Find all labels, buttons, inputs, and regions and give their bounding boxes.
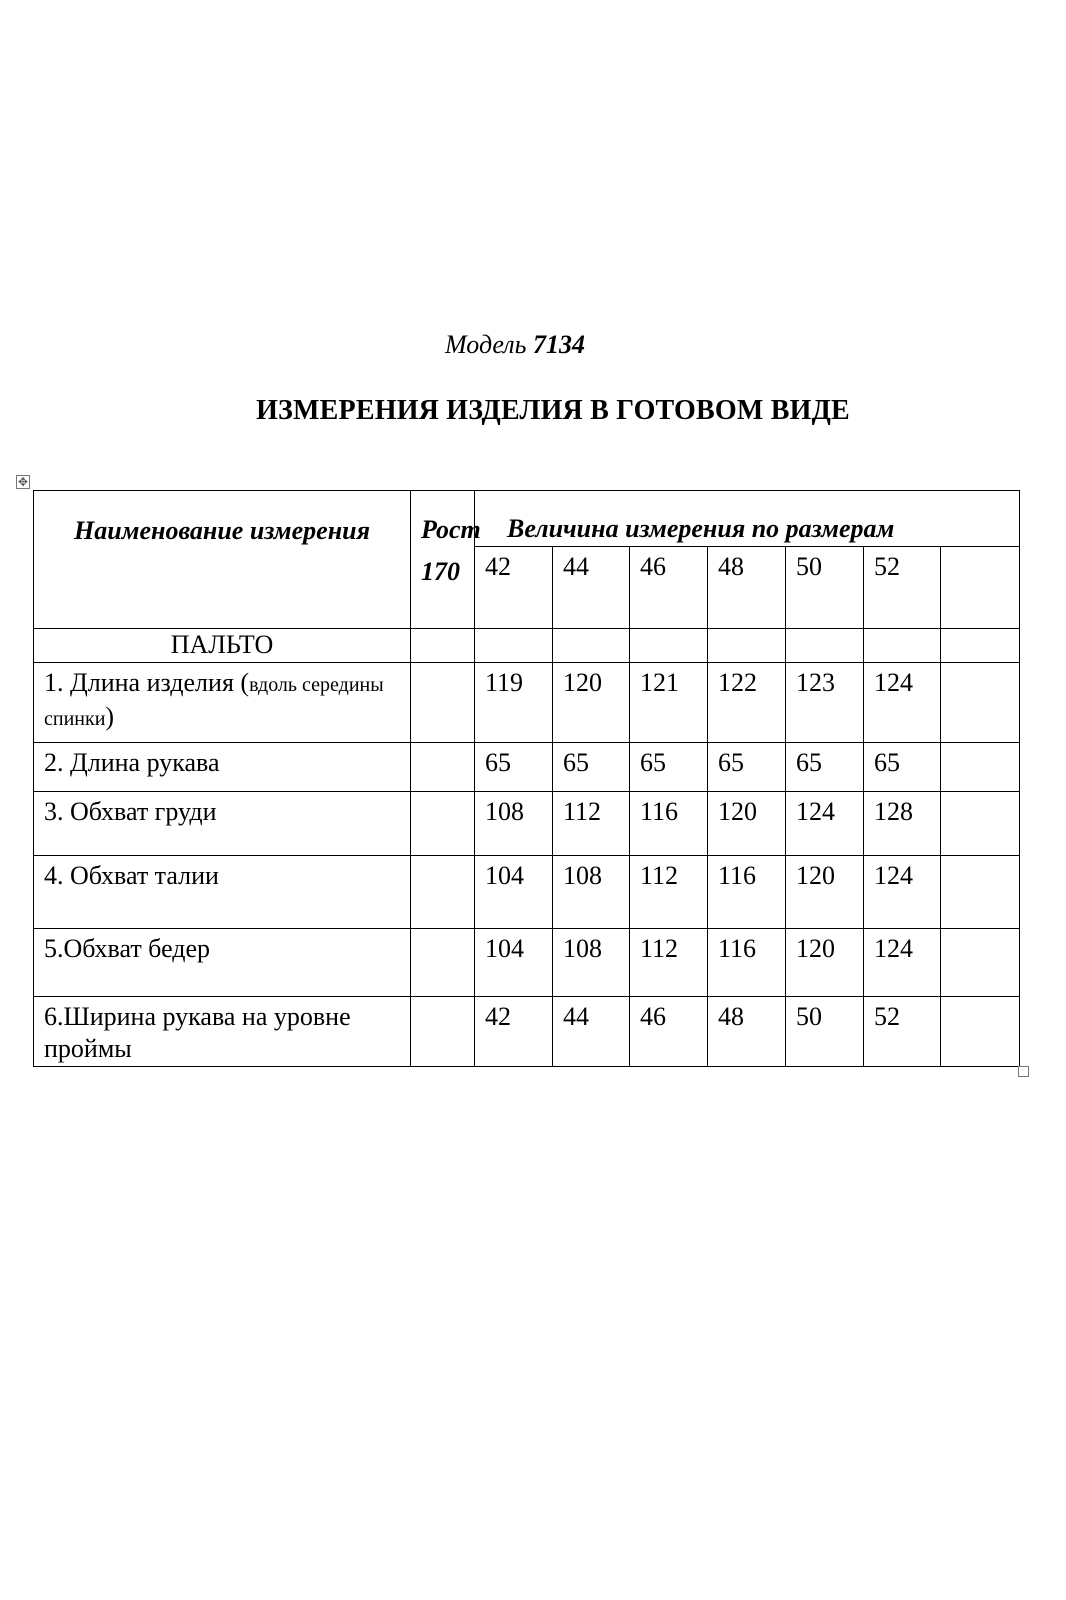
value-cell: 116 (630, 792, 708, 856)
rost-column-header (411, 491, 481, 629)
value-cell (941, 929, 1020, 997)
value-cell: 108 (553, 929, 630, 997)
rost-cell (411, 997, 475, 1067)
value-cell: 120 (786, 929, 864, 997)
model-line (0, 330, 1030, 360)
rost-cell (411, 856, 475, 929)
value-cell (941, 743, 1020, 792)
table-row (34, 663, 1020, 743)
measurement-name: 2. Длина рукава (34, 743, 411, 792)
value-cell: 52 (864, 997, 941, 1067)
value-cell: 50 (786, 997, 864, 1067)
empty-cell (411, 629, 475, 663)
section-row (34, 629, 1020, 663)
size-cell: 50 (786, 547, 864, 629)
empty-cell (553, 629, 630, 663)
value-cell: 120 (553, 663, 630, 743)
value-cell: 65 (708, 743, 786, 792)
table-row (34, 743, 1020, 792)
size-cell (941, 547, 1020, 629)
model-number: 7134 (532, 330, 585, 359)
value-cell: 108 (553, 856, 630, 929)
table-header-row (34, 491, 1020, 547)
size-cell: 46 (630, 547, 708, 629)
value-cell: 116 (708, 929, 786, 997)
empty-cell (630, 629, 708, 663)
value-cell: 124 (864, 856, 941, 929)
value-cell: 124 (864, 929, 941, 997)
rost-cell (411, 743, 475, 792)
value-cell (941, 856, 1020, 929)
section-label: ПАЛЬТО (34, 629, 411, 663)
value-cell: 124 (786, 792, 864, 856)
sizes-column-header: Величина измерения по размерам (475, 491, 1020, 547)
value-cell: 44 (553, 997, 630, 1067)
empty-cell (708, 629, 786, 663)
table-row (34, 997, 1020, 1067)
value-cell: 119 (475, 663, 553, 743)
table-row (34, 856, 1020, 929)
value-cell: 65 (786, 743, 864, 792)
value-cell: 120 (708, 792, 786, 856)
measurement-name: 4. Обхват талии (34, 856, 411, 929)
value-cell: 104 (475, 856, 553, 929)
measurement-name-note: вдоль середины спинки (44, 674, 384, 730)
value-cell: 65 (475, 743, 553, 792)
rost-cell (411, 792, 475, 856)
size-cell: 44 (553, 547, 630, 629)
value-cell: 120 (786, 856, 864, 929)
rost-cell (411, 663, 475, 743)
measurement-name-end: ) (105, 702, 115, 731)
measurement-name: 6.Ширина рукава на уровне проймы (34, 997, 411, 1067)
value-cell: 104 (475, 929, 553, 997)
measurement-name (34, 663, 411, 743)
model-label: Модель (445, 330, 527, 359)
value-cell: 123 (786, 663, 864, 743)
table-move-handle-icon[interactable]: ✥ (17, 475, 29, 489)
name-column-header: Наименование измерения (34, 491, 411, 629)
value-cell: 124 (864, 663, 941, 743)
empty-cell (786, 629, 864, 663)
value-cell: 112 (630, 929, 708, 997)
empty-cell (941, 629, 1020, 663)
value-cell: 122 (708, 663, 786, 743)
value-cell: 48 (708, 997, 786, 1067)
value-cell (941, 663, 1020, 743)
value-cell: 112 (630, 856, 708, 929)
value-cell: 65 (630, 743, 708, 792)
document-title: ИЗМЕРЕНИЯ ИЗДЕЛИЯ В ГОТОВОМ ВИДЕ (256, 395, 850, 426)
empty-cell (864, 629, 941, 663)
value-cell: 121 (630, 663, 708, 743)
size-cell: 42 (475, 547, 553, 629)
value-cell: 46 (630, 997, 708, 1067)
empty-cell (475, 629, 553, 663)
value-cell: 128 (864, 792, 941, 856)
measurement-name: 5.Обхват бедер (34, 929, 411, 997)
value-cell (941, 792, 1020, 856)
value-cell: 116 (708, 856, 786, 929)
value-cell: 42 (475, 997, 553, 1067)
rost-label: Рост (421, 515, 481, 544)
rost-cell (411, 929, 475, 997)
measurements-table (33, 490, 1020, 1067)
table-row (34, 792, 1020, 856)
measurement-name-text: 1. Длина изделия ( (44, 668, 250, 697)
size-cell: 52 (864, 547, 941, 629)
value-cell: 108 (475, 792, 553, 856)
rost-value: 170 (421, 557, 460, 586)
value-cell: 65 (864, 743, 941, 792)
size-cell: 48 (708, 547, 786, 629)
table-row (34, 929, 1020, 997)
measurement-name: 3. Обхват груди (34, 792, 411, 856)
value-cell: 112 (553, 792, 630, 856)
table-resize-handle[interactable] (1018, 1066, 1029, 1077)
value-cell: 65 (553, 743, 630, 792)
value-cell (941, 997, 1020, 1067)
